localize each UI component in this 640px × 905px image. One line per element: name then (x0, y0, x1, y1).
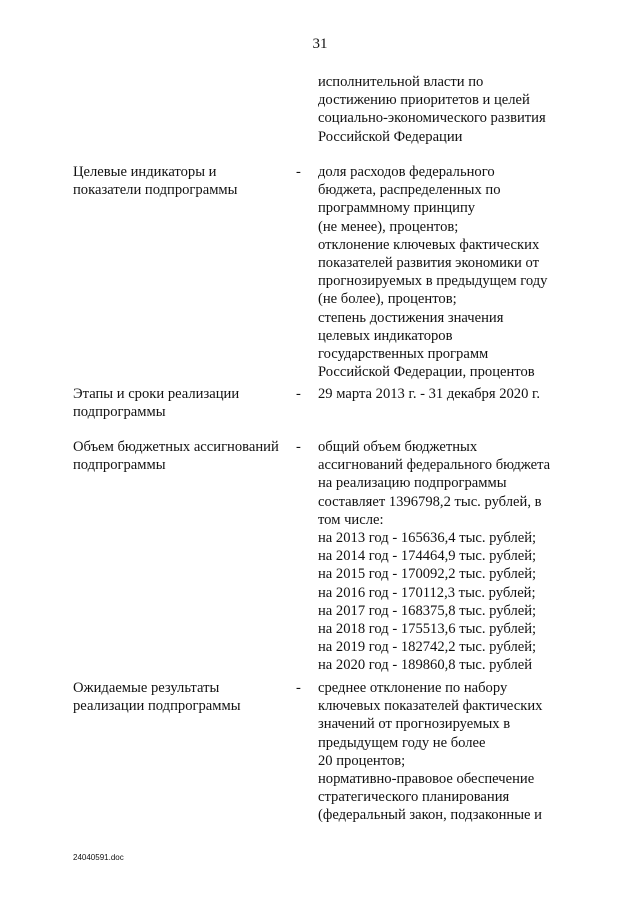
row-value (318, 438, 580, 675)
row-label-line: Объем бюджетных ассигнований (73, 439, 279, 455)
row-value-line: на 2017 год - 168375,8 тыс. рублей; (318, 602, 537, 619)
continued-text-line: исполнительной власти по (318, 74, 484, 90)
row-value-line: на 2018 год - 175513,6 тыс. рублей; (318, 621, 537, 638)
row-value-line: (не менее), процентов; (318, 218, 459, 235)
row-value-line: прогнозируемых в предыдущем году (318, 273, 548, 290)
row-value-line: 20 процентов; (318, 752, 406, 769)
row-value-line: на реализацию подпрограммы (318, 475, 507, 492)
row-label (73, 163, 288, 199)
row-value-line: предыдущем году не более (318, 734, 486, 751)
continued-text (318, 73, 578, 146)
row-value-line: государственных программ (318, 346, 489, 363)
row-value-line: ключевых показателей фактических (318, 698, 543, 715)
row-value-line: на 2013 год - 165636,4 тыс. рублей; (318, 530, 537, 547)
row-label-line: реализации подпрограммы (73, 698, 241, 715)
page-number: 31 (312, 36, 328, 52)
row-label-line: показатели подпрограммы (73, 182, 238, 199)
row-label-line: подпрограммы (73, 404, 166, 421)
row-value-line: доля расходов федерального (318, 164, 495, 180)
row-value-line: (не более), процентов; (318, 291, 457, 308)
row-dash: - (296, 164, 301, 180)
row-value-line: на 2015 год - 170092,2 тыс. рублей; (318, 566, 537, 583)
row-value (318, 385, 580, 403)
row-value-line: программному принципу (318, 200, 476, 217)
row-value-line: общий объем бюджетных (318, 439, 478, 455)
row-value-line: составляет 1396798,2 тыс. рублей, в (318, 493, 542, 510)
row-dash: - (296, 680, 301, 696)
row-value-line: Российской Федерации, процентов (318, 364, 535, 381)
row-value-line: нормативно-правовое обеспечение (318, 771, 535, 788)
row-label (73, 385, 288, 421)
row-value-line: отклонение ключевых фактических (318, 236, 540, 253)
row-value-line: ассигнований федерального бюджета (318, 457, 551, 474)
row-value (318, 679, 580, 825)
row-value-line: показателей развития экономики от (318, 255, 539, 272)
row-label-line: Ожидаемые результаты (73, 680, 220, 696)
row-label (73, 438, 288, 474)
row-value-line: на 2016 год - 170112,3 тыс. рублей; (318, 584, 536, 601)
file-name-footer: 24040591.doc (73, 853, 124, 862)
row-value-line: значений от прогнозируемых в (318, 716, 511, 733)
row-dash: - (296, 386, 301, 402)
row-value-line: (федеральный закон, подзаконные и (318, 807, 542, 824)
row-label-line: Этапы и сроки реализации (73, 386, 240, 402)
row-dash: - (296, 439, 301, 455)
row-value-line: том числе: (318, 511, 384, 528)
continued-text-line: Российской Федерации (318, 128, 463, 145)
row-label-line: подпрограммы (73, 457, 166, 474)
row-value-line: среднее отклонение по набору (318, 680, 508, 696)
row-value-line: на 2020 год - 189860,8 тыс. рублей (318, 657, 533, 674)
row-value-line: на 2019 год - 182742,2 тыс. рублей; (318, 639, 537, 656)
row-value-line: стратегического планирования (318, 789, 510, 806)
row-value-line: целевых индикаторов (318, 327, 453, 344)
row-label-line: Целевые индикаторы и (73, 164, 217, 180)
row-value-line: степень достижения значения (318, 309, 504, 326)
continued-text-line: социально-экономического развития (318, 110, 546, 127)
continued-text-line: достижению приоритетов и целей (318, 92, 530, 109)
row-value-line: 29 марта 2013 г. - 31 декабря 2020 г. (318, 386, 541, 402)
row-value-line: бюджета, распределенных по (318, 182, 501, 199)
row-label (73, 679, 288, 715)
row-value-line: на 2014 год - 174464,9 тыс. рублей; (318, 548, 537, 565)
row-value (318, 163, 580, 381)
